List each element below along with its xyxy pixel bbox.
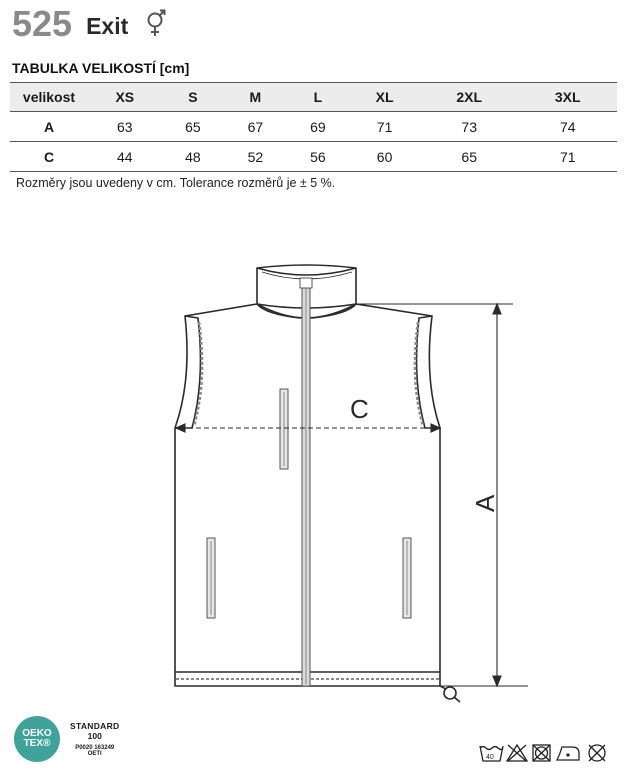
product-code: 525: [12, 3, 73, 44]
oeko-logo-line1: OEKO: [22, 728, 52, 739]
care-symbols: [479, 742, 613, 764]
size-table-title: TABULKA VELIKOSTÍ [cm]: [12, 60, 190, 76]
oeko-logo-line2: TEX®: [23, 738, 51, 749]
oeko-tex-logo: [14, 716, 60, 762]
tolerance-note: Rozměry jsou uvedeny v cm. Tolerance rozměrů je ± 5 %.: [16, 176, 336, 190]
table-cell: 65: [162, 112, 225, 142]
table-cell: 48: [162, 142, 225, 172]
table-cell: 52: [224, 142, 287, 172]
wash-40-icon: [480, 746, 503, 761]
oeko-institute: OETI: [87, 751, 102, 757]
no-tumble-dry-icon: [533, 745, 550, 761]
oeko-standard: STANDARD: [70, 721, 120, 731]
iron-low-icon: [557, 747, 579, 760]
oeko-standard-number: 100: [87, 731, 102, 741]
corner-label: velikost: [10, 83, 88, 112]
no-bleach-icon: [507, 745, 527, 761]
product-name: Exit: [86, 12, 129, 39]
table-cell: 60: [349, 142, 420, 172]
oeko-tex-badge: [14, 716, 119, 762]
size-header: 2XL: [420, 83, 519, 112]
table-cell: 71: [349, 112, 420, 142]
no-dry-clean-icon: [589, 745, 605, 761]
table-cell: 56: [287, 142, 350, 172]
table-cell: 65: [420, 142, 519, 172]
table-cell: 73: [420, 112, 519, 142]
table-cell: 69: [287, 112, 350, 142]
measure-a-label: A: [470, 494, 500, 512]
table-cell: 74: [518, 112, 617, 142]
row-label: A: [10, 112, 88, 142]
size-header: L: [287, 83, 350, 112]
table-cell: 71: [518, 142, 617, 172]
wash-temperature: 40: [486, 754, 494, 761]
size-header: M: [224, 83, 287, 112]
oeko-certificate-number: P0020 163249: [75, 745, 115, 751]
table-cell: 44: [88, 142, 162, 172]
size-header: XL: [349, 83, 420, 112]
size-header: XS: [88, 83, 162, 112]
size-header: S: [162, 83, 225, 112]
row-label: C: [10, 142, 88, 172]
measure-c-label: C: [350, 394, 369, 424]
table-cell: 63: [88, 112, 162, 142]
size-header: 3XL: [518, 83, 617, 112]
table-cell: 67: [224, 112, 287, 142]
